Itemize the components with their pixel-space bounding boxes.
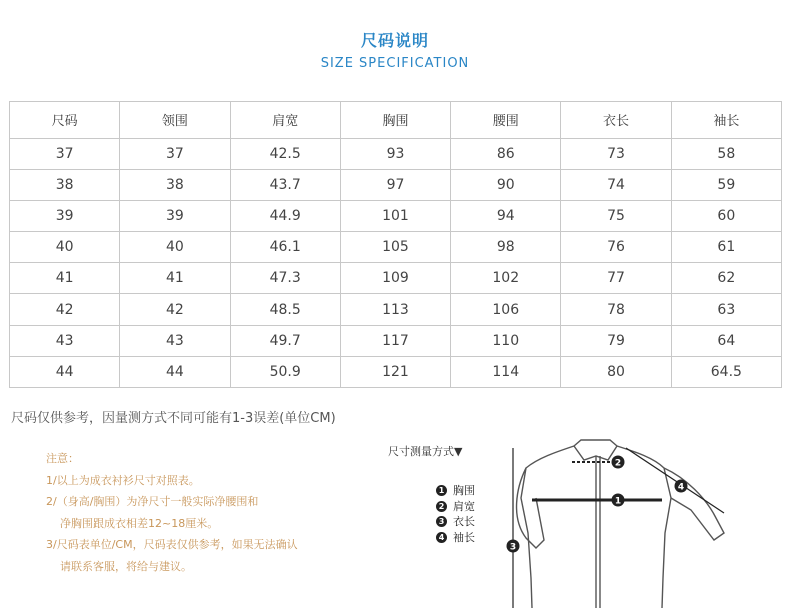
table-cell: 42.5 xyxy=(230,138,340,169)
table-cell: 40 xyxy=(120,232,230,263)
table-cell: 64 xyxy=(671,325,781,356)
table-cell: 49.7 xyxy=(230,325,340,356)
table-cell: 46.1 xyxy=(230,232,340,263)
table-row xyxy=(10,232,782,263)
table-cell: 74 xyxy=(561,169,671,200)
table-cell: 64.5 xyxy=(671,356,781,387)
table-row xyxy=(10,294,782,325)
table-cell: 58 xyxy=(671,138,781,169)
table-cell: 79 xyxy=(561,325,671,356)
table-cell: 75 xyxy=(561,200,671,231)
table-row xyxy=(10,325,782,356)
header-size: 尺码 xyxy=(10,102,120,139)
header-waist: 腰围 xyxy=(451,102,561,139)
size-table xyxy=(9,101,782,388)
legend-label: 袖长 xyxy=(453,530,475,544)
table-cell: 48.5 xyxy=(230,294,340,325)
table-cell: 86 xyxy=(451,138,561,169)
diagram-title: 尺寸测量方式▼ xyxy=(388,445,463,458)
table-cell: 41 xyxy=(10,263,120,294)
table-cell: 73 xyxy=(561,138,671,169)
table-cell: 78 xyxy=(561,294,671,325)
table-cell: 77 xyxy=(561,263,671,294)
table-cell: 37 xyxy=(10,138,120,169)
svg-text:3: 3 xyxy=(509,542,517,553)
table-cell: 61 xyxy=(671,232,781,263)
table-cell: 37 xyxy=(120,138,230,169)
table-cell: 44 xyxy=(10,356,120,387)
svg-text:1: 1 xyxy=(614,496,622,507)
table-row xyxy=(10,138,782,169)
table-cell: 43 xyxy=(120,325,230,356)
header-collar: 领围 xyxy=(120,102,230,139)
notes-heading: 注意： xyxy=(46,452,79,465)
table-row xyxy=(10,200,782,231)
table-cell: 102 xyxy=(451,263,561,294)
header-chest: 胸围 xyxy=(340,102,450,139)
table-cell: 90 xyxy=(451,169,561,200)
page-subtitle: SIZE SPECIFICATION xyxy=(320,56,470,71)
note-item-3-cont: 请联系客服，将给与建议。 xyxy=(60,559,192,573)
table-cell: 47.3 xyxy=(230,263,340,294)
note-item-2: 2/（身高/胸围）为净尺寸一般实际净腰围和 xyxy=(46,495,259,508)
table-row xyxy=(10,263,782,294)
legend-number-3: 3 xyxy=(436,516,447,527)
legend-label: 衣长 xyxy=(453,515,475,528)
table-cell: 60 xyxy=(671,200,781,231)
notes-block xyxy=(46,448,298,577)
shirt-diagram xyxy=(386,438,786,608)
table-cell: 38 xyxy=(10,169,120,200)
note-item-3: 3/尺码表单位/CM，尺码表仅供参考，如果无法确认 xyxy=(46,538,298,551)
table-cell: 43.7 xyxy=(230,169,340,200)
table-cell: 110 xyxy=(451,325,561,356)
table-cell: 93 xyxy=(340,138,450,169)
table-cell: 113 xyxy=(340,294,450,325)
table-header-row xyxy=(10,102,782,139)
table-cell: 94 xyxy=(451,200,561,231)
table-cell: 59 xyxy=(671,169,781,200)
table-row xyxy=(10,356,782,387)
svg-text:2: 2 xyxy=(614,458,622,469)
note-item-1: 1/以上为成衣衬衫尺寸对照表。 xyxy=(46,473,200,487)
svg-text:4: 4 xyxy=(677,482,685,493)
table-cell: 42 xyxy=(120,294,230,325)
table-cell: 121 xyxy=(340,356,450,387)
table-cell: 76 xyxy=(561,232,671,263)
table-cell: 63 xyxy=(671,294,781,325)
page-title: 尺码说明 xyxy=(360,31,429,50)
header-sleeve: 袖长 xyxy=(671,102,781,139)
sleeve-measure-line xyxy=(626,448,724,513)
table-cell: 80 xyxy=(561,356,671,387)
legend-number-2: 2 xyxy=(436,501,447,512)
table-cell: 42 xyxy=(10,294,120,325)
table-cell: 43 xyxy=(10,325,120,356)
table-cell: 41 xyxy=(120,263,230,294)
table-cell: 105 xyxy=(340,232,450,263)
table-cell: 109 xyxy=(340,263,450,294)
table-row xyxy=(10,169,782,200)
table-cell: 101 xyxy=(340,200,450,231)
legend-label: 胸围 xyxy=(453,484,475,497)
legend-number-4: 4 xyxy=(436,532,447,543)
table-cell: 106 xyxy=(451,294,561,325)
table-cell: 40 xyxy=(10,232,120,263)
header-length: 衣长 xyxy=(561,102,671,139)
table-cell: 44 xyxy=(120,356,230,387)
table-cell: 39 xyxy=(10,200,120,231)
table-cell: 50.9 xyxy=(230,356,340,387)
legend-label: 肩宽 xyxy=(453,499,475,513)
note-item-2-cont: 净胸围跟成衣相差12~18厘米。 xyxy=(60,516,219,530)
table-cell: 38 xyxy=(120,169,230,200)
disclaimer-text: 尺码仅供参考，因量测方式不同可能有1-3误差(单位CM) xyxy=(11,411,336,426)
table-cell: 44.9 xyxy=(230,200,340,231)
table-cell: 62 xyxy=(671,263,781,294)
table-cell: 39 xyxy=(120,200,230,231)
table-cell: 97 xyxy=(340,169,450,200)
table-cell: 117 xyxy=(340,325,450,356)
header-shoulder: 肩宽 xyxy=(230,102,340,139)
legend-number-1: 1 xyxy=(436,485,447,496)
table-cell: 114 xyxy=(451,356,561,387)
table-cell: 98 xyxy=(451,232,561,263)
